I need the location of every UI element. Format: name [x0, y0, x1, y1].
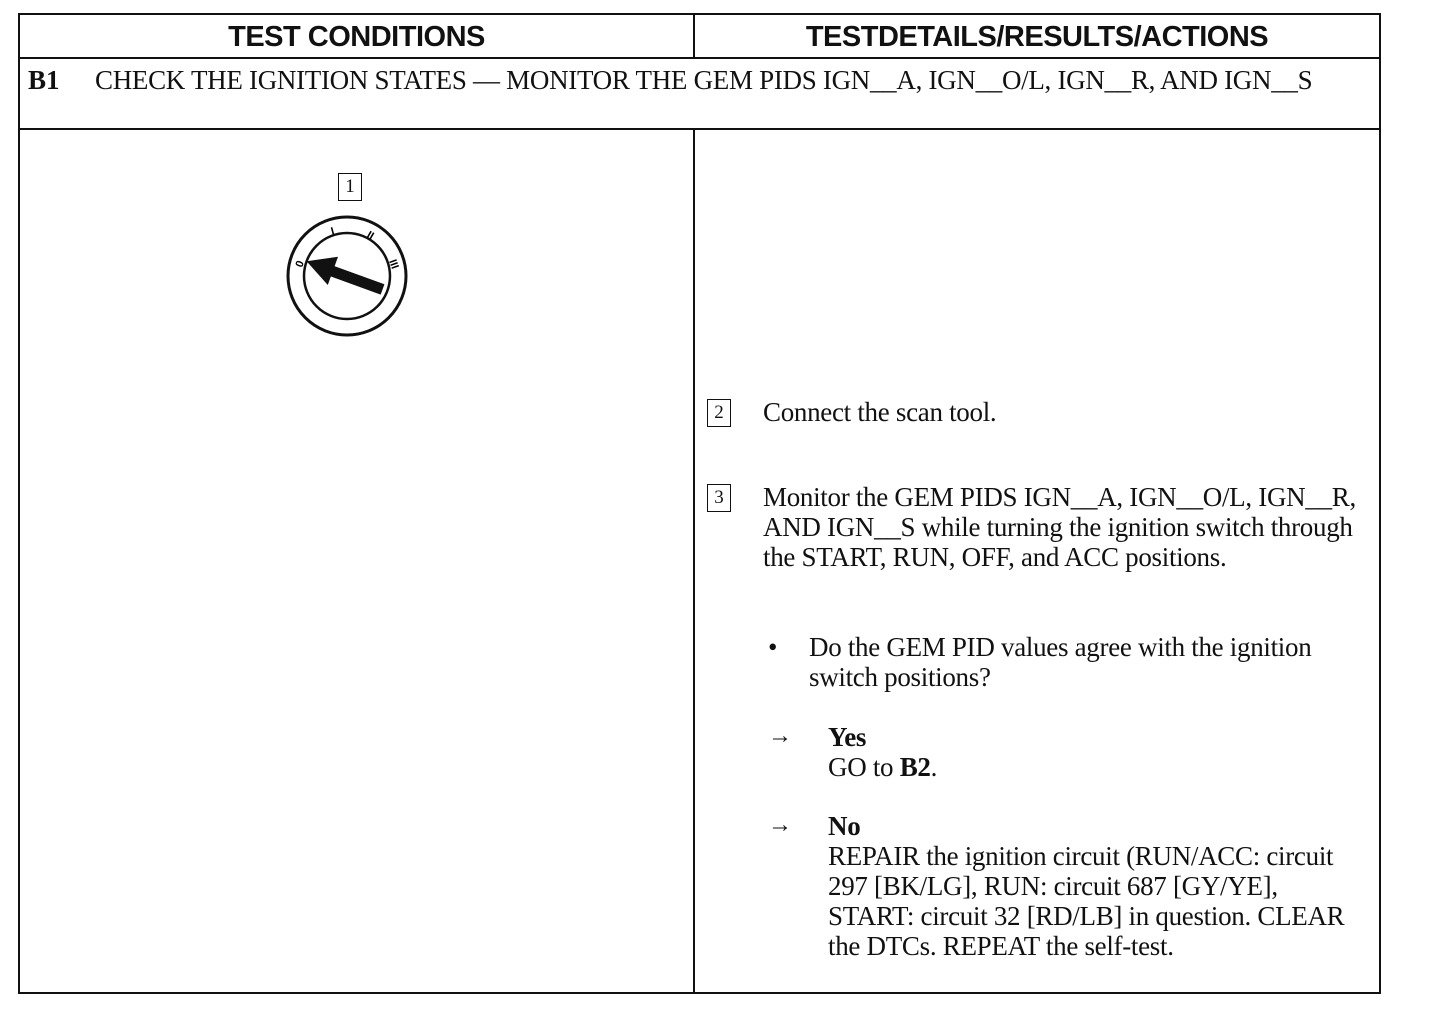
figure-number-box: 1 [338, 173, 362, 201]
result-action-suffix: . [930, 752, 938, 782]
question-text: Do the GEM PID values agree with the ignition switch positions? [809, 632, 1312, 692]
switch-position-start: III [386, 257, 401, 271]
instruction-text: Monitor the GEM PIDS IGN__A, IGN__O/L, IGN__R, AND IGN__S while turning the ignition switch through the START, RUN, OFF, and ACC positions. [763, 482, 1356, 572]
result-arrow-icon: → [768, 812, 792, 838]
step-id: B1 [28, 65, 60, 95]
result-label-no: No [828, 811, 861, 841]
instruction-number-box: 3 [707, 484, 731, 512]
result-action-target: B2 [899, 752, 931, 782]
step-title-divider [20, 128, 1379, 130]
result-action-prefix: GO to [828, 752, 900, 782]
question-bullet: • [768, 632, 778, 662]
header-test-details: TESTDETAILS/RESULTS/ACTIONS [805, 20, 1269, 53]
result-arrow-icon: → [768, 723, 792, 749]
diagnostic-table [18, 13, 1381, 994]
result-action-yes [828, 752, 1328, 782]
result-label-yes: Yes [828, 722, 867, 752]
switch-position-run: II [364, 229, 376, 243]
instruction-number-box: 2 [707, 399, 731, 427]
header-test-conditions: TEST CONDITIONS [228, 20, 485, 53]
switch-position-off: 0 [293, 259, 307, 270]
step-title: CHECK THE IGNITION STATES — MONITOR THE GEM PIDS IGN__A, IGN__O/L, IGN__R, AND IGN__S [95, 65, 1313, 95]
result-action-no: REPAIR the ignition circuit (RUN/ACC: circuit 297 [BK/LG], RUN: circuit 687 [GY/YE], START: circuit 32 [RD/LB] in question. CLEAR the DTCs. REPEAT the self-test. [828, 841, 1345, 961]
key-arrow-icon [301, 247, 387, 303]
column-divider-body [693, 128, 695, 992]
ignition-switch-diagram [282, 213, 412, 343]
switch-position-acc: I [329, 225, 336, 238]
instruction-text: Connect the scan tool. [763, 397, 997, 427]
